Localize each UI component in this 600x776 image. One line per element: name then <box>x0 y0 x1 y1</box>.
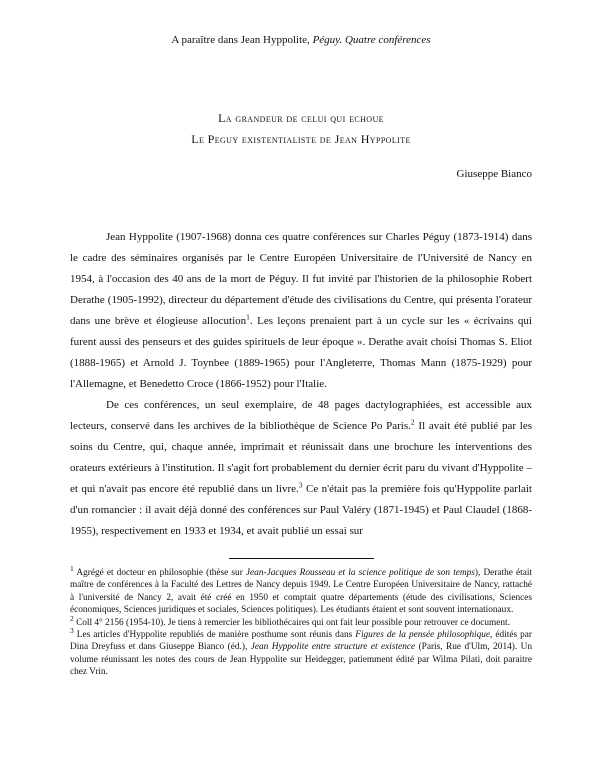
running-head-text: A paraître dans Jean Hyppolite, <box>171 34 313 46</box>
footnote-ref-3: 3 <box>298 480 303 490</box>
footnote-3-text: Les articles d'Hyppolite republiés de manière posthume sont réunis dans <box>73 630 356 641</box>
article-subtitle: Le Peguy existentialiste de Jean Hyppolite <box>191 132 411 146</box>
footnote-1-work-title: Jean-Jacques Rousseau et la science politique de son temps <box>245 568 475 578</box>
author-name: Giuseppe Bianco <box>456 168 532 180</box>
paragraph-2-run: De ces conférences, un seul exemplaire, de 48 pages dactylographiées, est accessible aux lecteurs, conservé dans les archives de la bibliothèque de Science Po Paris. <box>70 399 532 432</box>
footnote-2-text: Coll 4° 2156 (1954-10). Je tiens à remercier les bibliothécaires qui ont fait leur possible pour retrouver ce document. <box>73 617 510 628</box>
footnote-1-text: Agrégé et docteur en philosophie (thèse sur <box>73 568 246 578</box>
footnote-ref-2: 2 <box>410 417 415 427</box>
paragraph-1-run: . Les leçons prenaient part à un cycle sur les « écrivains qui furent aussi des penseurs et des guides spirituels de leur époque ». Derathe avait choisi Thomas S. Eliot (1888-1965) et Arnold J. Toynbee (1889-1965) pour l'Angleterre, Thomas Mann (1875-1929) pour l'Allemagne, et Benedetto Croce (1866-1952) pour l'Italie. <box>70 315 532 390</box>
running-head-book-title: Péguy. Quatre conférences <box>312 34 431 46</box>
footnote-1 <box>70 563 532 617</box>
footnote-3-work-title: Figures de la pensée philosophique <box>355 630 491 641</box>
footnote-2-marker: 2 <box>70 613 74 623</box>
footnote-3-text: , édités par Dina Dreyfuss et dans Giuseppe Bianco (éd.), <box>70 630 533 653</box>
running-head <box>70 33 532 48</box>
body-text <box>70 227 532 542</box>
footnotes-section <box>70 563 533 679</box>
paragraph-2 <box>70 395 532 542</box>
footnote-3-work-title: Jean Hyppolite entre structure et existence <box>250 642 416 653</box>
paragraph-2-run: Il avait été publié par les soins du Centre, qui, chaque année, imprimait et réunissait dans une brochure les interventions des orateurs extérieurs à l'institution. Il s'agit fort probablement du dernier écrit paru du vivant d'Hyppolite – et qui n'avait pas encore été republié dans un livre. <box>70 420 532 495</box>
footnote-1-text: ), Derathe était maître de conférences à la Faculté des Lettres de Nancy depuis 1949. Le Centre Européen Universitaire de Nancy, rattaché à l'université de Nancy 2, avait été créé en 1950 et comptait quatre départements (étude des civilisations, Sciences économiques, Sciences juridiques et sociales, Sciences politiques). Les étudiants étaient et sont souvent internationaux. <box>70 568 532 616</box>
footnote-separator <box>229 558 374 559</box>
footnote-3 <box>70 625 533 679</box>
footnote-1-marker: 1 <box>70 563 74 573</box>
paragraph-2-run: Ce n'était pas la première fois qu'Hyppolite parlait d'un romancier : il avait déjà donné des conférences sur Paul Valéry (1871-1945) et Paul Claudel (1868-1955), respectivement en 1933 et 1934, et avait publié un essai sur <box>70 483 532 537</box>
paragraph-1 <box>70 227 532 395</box>
footnote-2 <box>70 613 532 629</box>
title-block <box>70 108 532 150</box>
paragraph-1-run: Jean Hyppolite (1907-1968) donna ces quatre conférences sur Charles Péguy (1873-1914) dans le cadre des séminaires organisés par le Centre Européen Universitaire de l'Université de Nancy en 1954, à l'occasion des 40 ans de la mort de Péguy. Il fut invité par l'historien de la philosophie Robert Derathe (1905-1992), directeur du département d'étude des civilisations du Centre, qui présenta l'orateur dans une brève et élogieuse allocution <box>70 231 532 327</box>
footnote-ref-1: 1 <box>246 312 250 322</box>
footnote-3-text: (Paris, Rue d'Ulm, 2014). Un volume réunissant les notes des cours de Jean Hyppolite sur Heidegger, patiemment édité par Wilma Pilati, doit paraitre chez Vrin. <box>70 642 532 678</box>
footnote-3-marker: 3 <box>70 625 74 635</box>
article-title: La grandeur de celui qui echoue <box>218 111 384 125</box>
